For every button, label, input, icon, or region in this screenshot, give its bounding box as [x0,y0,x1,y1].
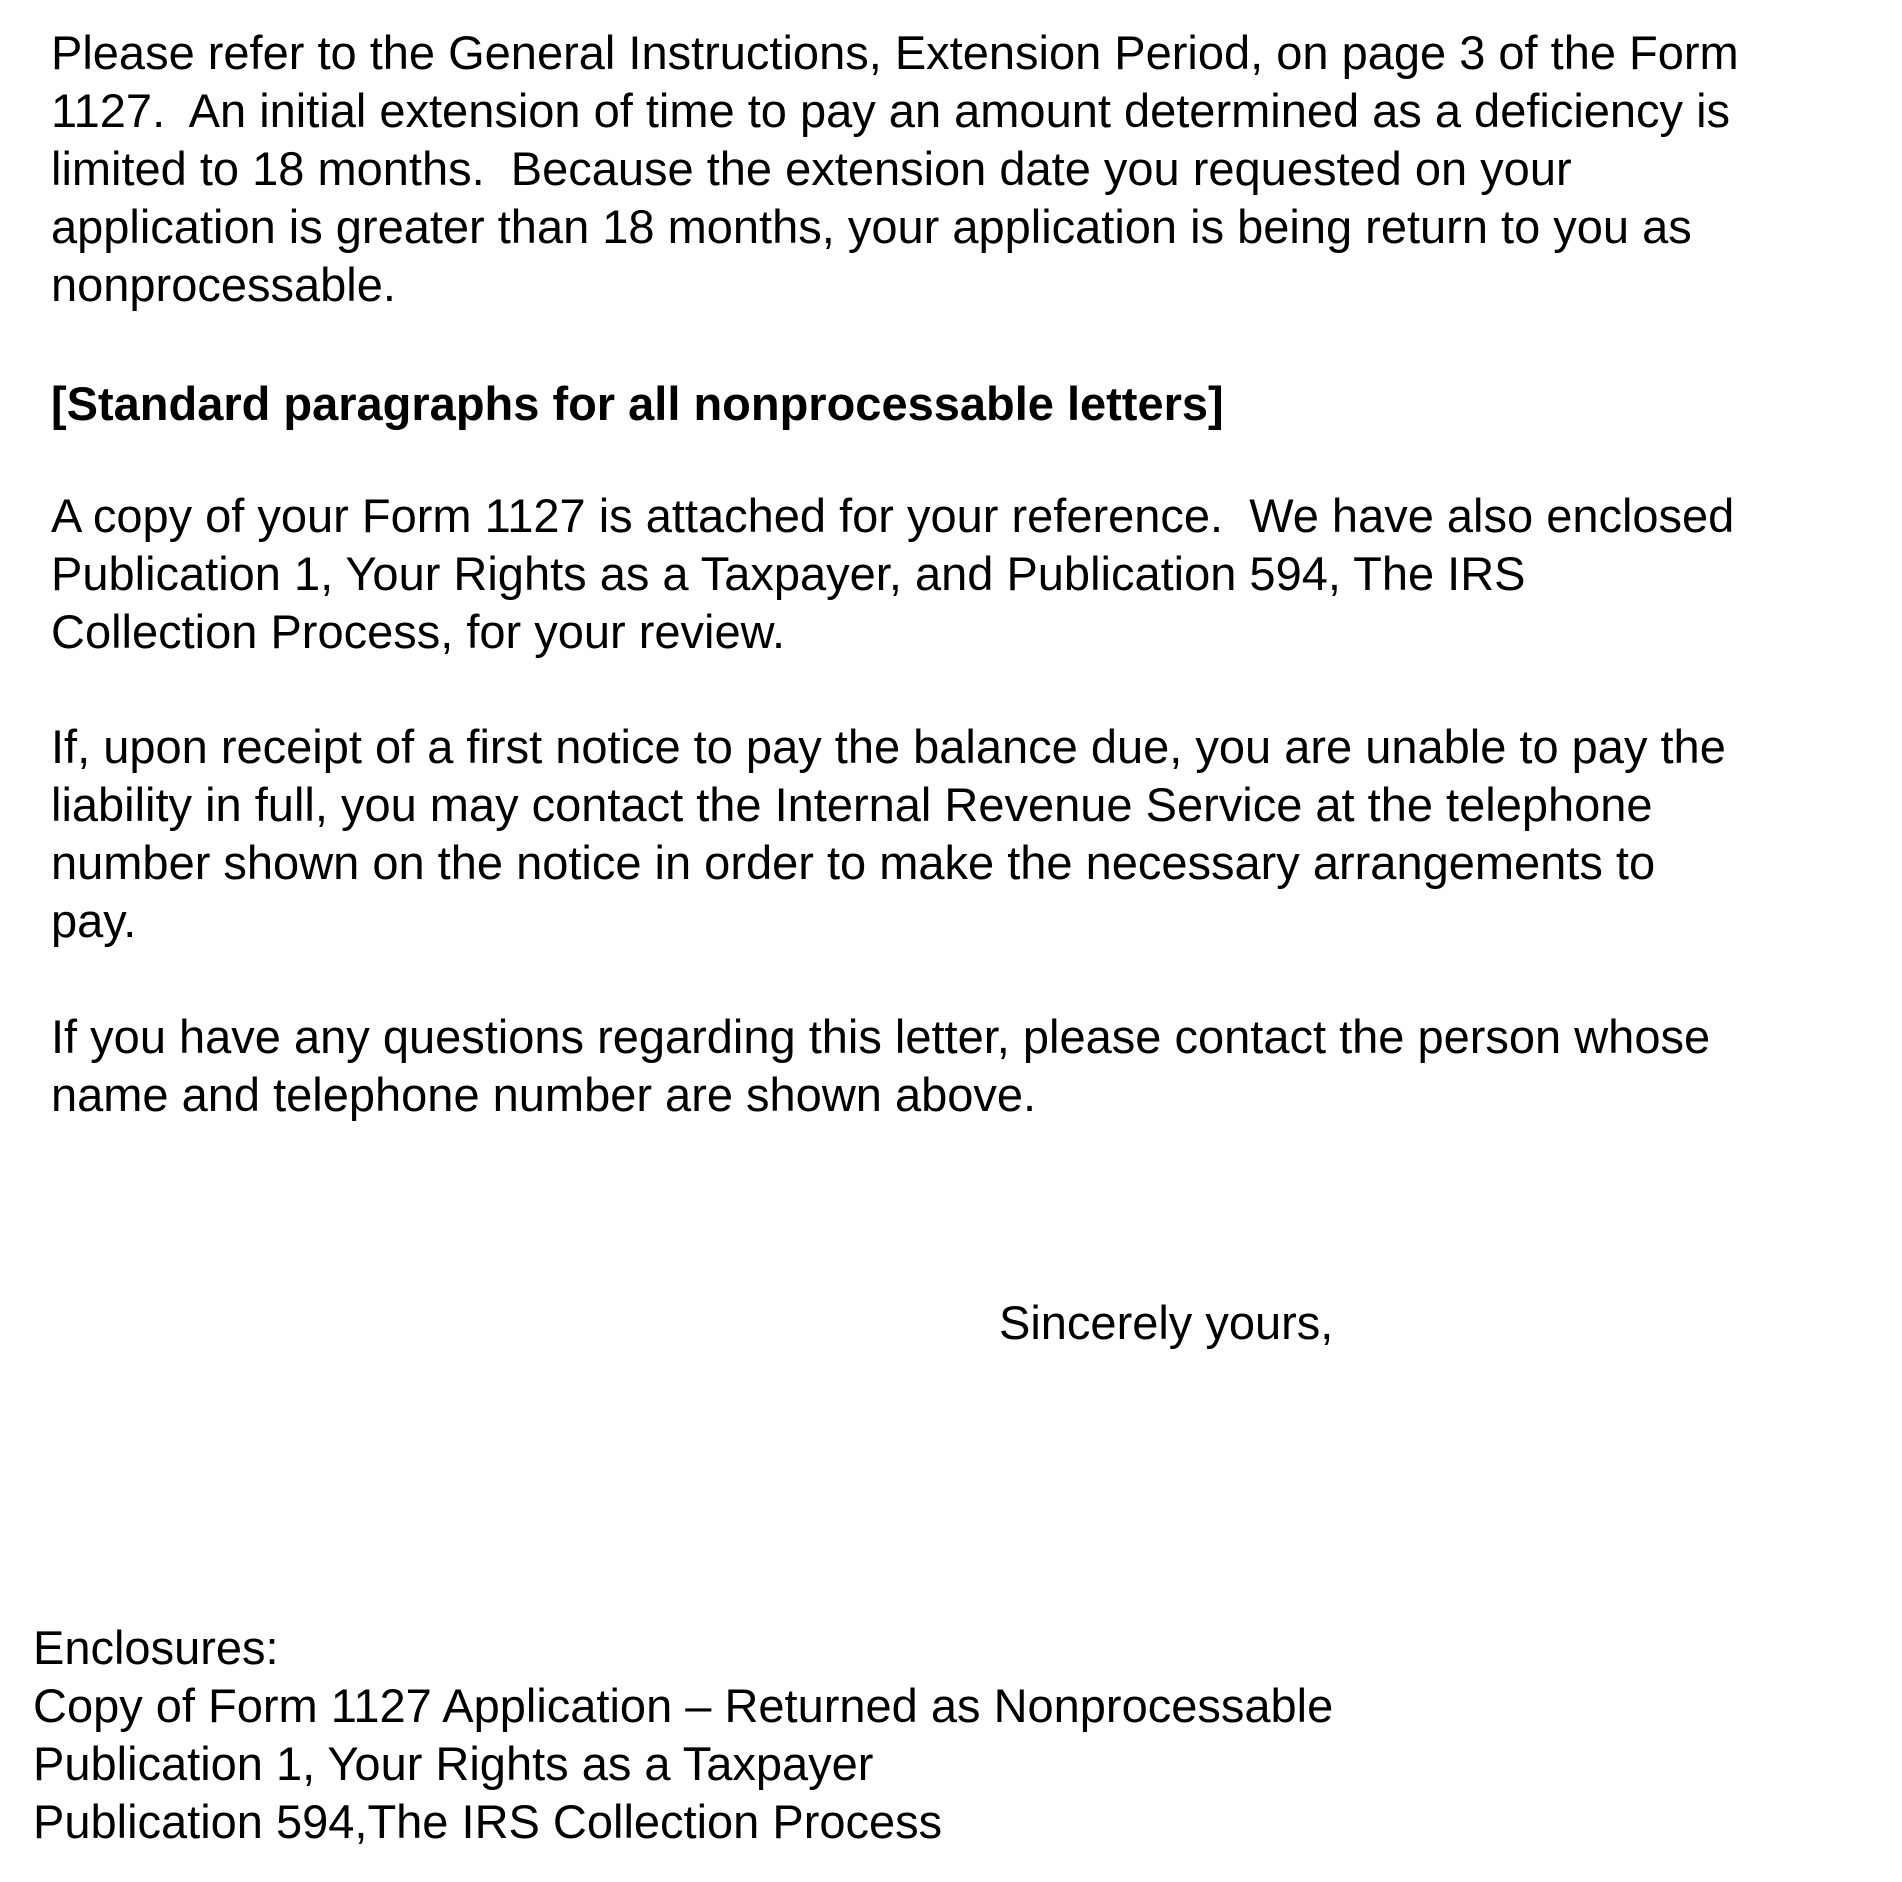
paragraph-line: nonprocessable. [51,258,396,311]
paragraph-line: number shown on the notice in order to make the necessary arrangements to [51,836,1656,889]
enclosures-title: Enclosures: [33,1621,279,1674]
standard-paragraphs-heading: [Standard paragraphs for all nonprocessable letters] [51,377,1224,430]
paragraph-line: A copy of your Form 1127 is attached for your reference. We have also enclosed [51,489,1735,542]
paragraph-line: application is greater than 18 months, your application is being return to you as [51,200,1692,253]
paragraph-line: limited to 18 months. Because the extension date you requested on your [51,142,1572,195]
enclosure-item: Copy of Form 1127 Application – Returned as Nonprocessable [33,1679,1334,1732]
paragraph-line: If, upon receipt of a first notice to pay the balance due, you are unable to pay the [51,720,1726,773]
paragraph-line: Collection Process, for your review. [51,605,786,658]
paragraph-payment-arrangements [51,718,1871,950]
paragraph-line: Publication 1, Your Rights as a Taxpayer, and Publication 594, The IRS [51,547,1526,600]
paragraph-line: Please refer to the General Instructions, Extension Period, on page 3 of the Form [51,26,1739,79]
paragraph-line: name and telephone number are shown above. [51,1068,1037,1121]
paragraph-extension-period [51,24,1871,314]
enclosure-item: Publication 594,The IRS Collection Process [33,1795,943,1848]
paragraph-line: liability in full, you may contact the Internal Revenue Service at the telephone [51,778,1653,831]
paragraph-line: If you have any questions regarding this letter, please contact the person whose [51,1010,1711,1063]
enclosure-item: Publication 1, Your Rights as a Taxpayer [33,1737,874,1790]
paragraph-line: 1127. An initial extension of time to pay an amount determined as a deficiency is [51,84,1731,137]
paragraph-questions-contact [51,1008,1871,1124]
paragraph-line: pay. [51,894,137,947]
paragraph-copy-attached [51,487,1871,661]
closing-salutation: Sincerely yours, [999,1296,1334,1349]
enclosures-list [33,1619,1333,1851]
